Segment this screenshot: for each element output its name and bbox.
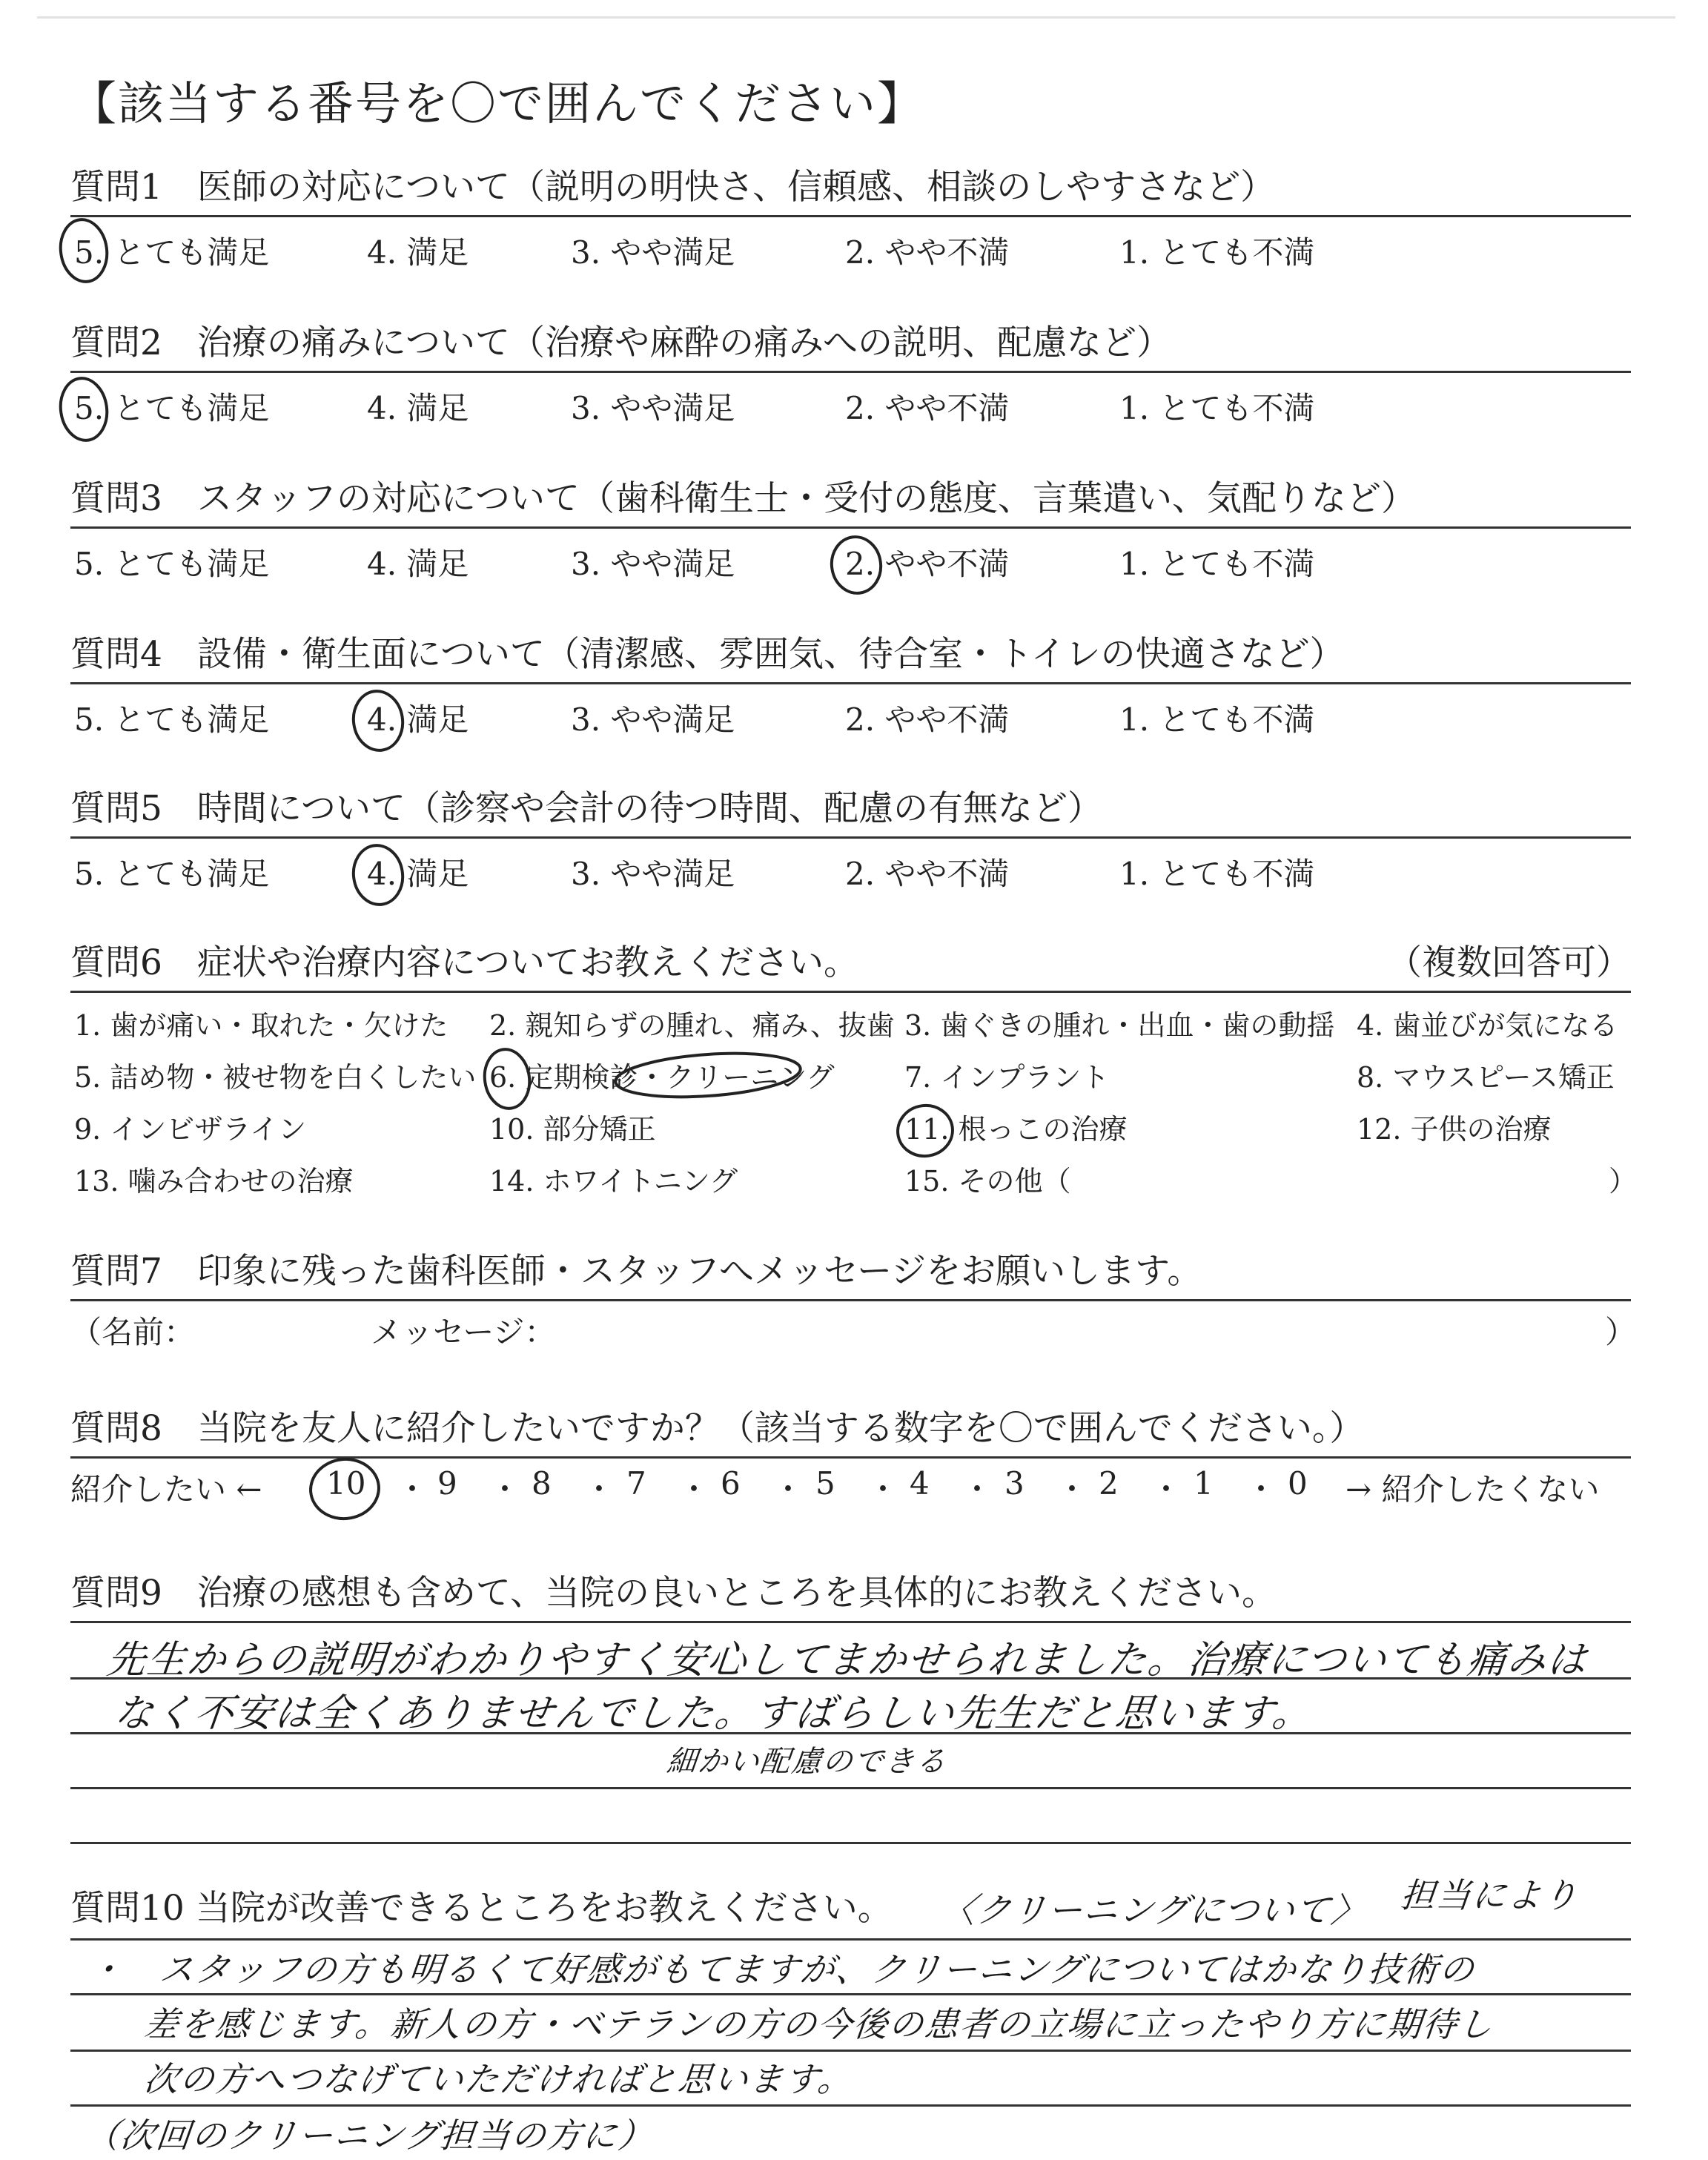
- q1-option-1[interactable]: 1. とても不満: [1119, 234, 1315, 271]
- q6-item-10[interactable]: 10. 部分矯正: [489, 1113, 656, 1146]
- q3-option-4[interactable]: 4. 満足: [367, 546, 469, 582]
- q10-handwriting-4: （次回のクリーニング担当の方に）: [82, 2116, 656, 2156]
- q8-num-7[interactable]: 7: [626, 1465, 646, 1502]
- q8-num-4[interactable]: 4: [910, 1465, 930, 1502]
- q9-line-5: [70, 1842, 1631, 1844]
- question-6-rule: [70, 991, 1631, 993]
- q5-option-2[interactable]: 2. やや不満: [845, 856, 1010, 892]
- q4-option-5[interactable]: 5. とても満足: [74, 701, 270, 738]
- question-6-note: （複数回答可）: [1387, 942, 1631, 983]
- q3-option-5[interactable]: 5. とても満足: [74, 546, 270, 582]
- q5-option-4[interactable]: 4. 満足: [367, 856, 469, 892]
- question-7-rule: [70, 1299, 1631, 1301]
- q8-num-5[interactable]: 5: [815, 1465, 835, 1502]
- q9-handwriting-2: なく不安は全くありませんでした。すばらしい先生だと思います。: [112, 1691, 1315, 1736]
- q2-option-2[interactable]: 2. やや不満: [845, 390, 1010, 426]
- question-2: [70, 320, 1631, 366]
- question-6-label: 質問6 症状や治療内容についてお教えください。: [70, 942, 858, 983]
- q3-option-2[interactable]: 2. やや不満: [845, 546, 1010, 582]
- q4-option-1[interactable]: 1. とても不満: [1119, 701, 1315, 738]
- question-4-label: 質問4 設備・衛生面について（清潔感、雰囲気、待合室・トイレの快適さなど）: [70, 634, 1345, 675]
- q8-num-3[interactable]: 3: [1004, 1465, 1025, 1502]
- q6-item-8[interactable]: 8. マウスピース矯正: [1357, 1061, 1615, 1094]
- q2-option-3[interactable]: 3. やや満足: [571, 390, 735, 426]
- q1-option-3[interactable]: 3. やや満足: [571, 234, 735, 271]
- question-1: [70, 165, 1631, 211]
- q6-item-7[interactable]: 7. インプラント: [904, 1061, 1110, 1094]
- q6-item-5[interactable]: 5. 詰め物・被せ物を白くしたい: [74, 1061, 477, 1094]
- q10-line-4: [70, 2104, 1631, 2107]
- q9-line-1: [70, 1621, 1631, 1623]
- q6-item-12[interactable]: 12. 子供の治療: [1357, 1113, 1552, 1146]
- question-5: [70, 786, 1631, 832]
- q4-option-3[interactable]: 3. やや満足: [571, 701, 735, 738]
- question-8: [70, 1406, 1631, 1452]
- question-4: [70, 632, 1631, 678]
- q4-option-4[interactable]: 4. 満足: [367, 701, 469, 738]
- q5-option-5[interactable]: 5. とても満足: [74, 856, 270, 892]
- q5-option-1[interactable]: 1. とても不満: [1119, 856, 1315, 892]
- q2-option-5[interactable]: 5. とても満足: [74, 390, 270, 426]
- q10-line-2: [70, 1993, 1631, 1995]
- question-9: [70, 1571, 1631, 1616]
- q10-handwriting-2: 差を感じます。新人の方・ベテランの方の今後の患者の立場に立ったやり方に期待し: [142, 2004, 1496, 2044]
- q3-option-3[interactable]: 3. やや満足: [571, 546, 735, 582]
- q10-handwriting-header: 〈クリーニングについて〉: [939, 1890, 1369, 1930]
- q6-item-15[interactable]: 15. その他（: [904, 1165, 1071, 1198]
- q10-handwriting-1: ・ スタッフの方も明るくて好感がもてますが、クリーニングについてはかなり技術の: [86, 1949, 1477, 1989]
- q8-num-0[interactable]: 0: [1288, 1465, 1308, 1502]
- q6-item-4[interactable]: 4. 歯並びが気になる: [1357, 1009, 1618, 1042]
- q1-option-5[interactable]: 5. とても満足: [74, 234, 270, 271]
- question-3-label: 質問3 スタッフの対応について（歯科衛生士・受付の態度、言葉遣い、気配りなど）: [70, 478, 1416, 519]
- top-border: [37, 16, 1675, 19]
- question-10: [70, 1886, 1631, 1932]
- q2-option-1[interactable]: 1. とても不満: [1119, 390, 1315, 426]
- question-4-rule: [70, 682, 1631, 684]
- question-7: [70, 1249, 1631, 1295]
- q10-handwriting-side: 担当により: [1398, 1875, 1581, 1915]
- q1-option-4[interactable]: 4. 満足: [367, 234, 469, 271]
- q9-line-4: [70, 1787, 1631, 1789]
- question-1-label: 質問1 医師の対応について（説明の明快さ、信頼感、相談のしやすさなど）: [70, 167, 1276, 208]
- q8-right-label: → 紹介したくない: [1345, 1471, 1600, 1507]
- q6-item-14[interactable]: 14. ホワイトニング: [489, 1165, 738, 1198]
- q1-option-2[interactable]: 2. やや不満: [845, 234, 1010, 271]
- q6-item-2[interactable]: 2. 親知らずの腫れ、痛み、抜歯: [489, 1009, 895, 1042]
- q5-option-3[interactable]: 3. やや満足: [571, 856, 735, 892]
- q6-item-6[interactable]: 6. 定期検診・クリーニング: [489, 1061, 835, 1094]
- question-3-rule: [70, 526, 1631, 529]
- q7-name-label: （名前：: [70, 1314, 196, 1350]
- question-2-label: 質問2 治療の痛みについて（治療や麻酔の痛みへの説明、配慮など）: [70, 323, 1172, 363]
- q3-option-1[interactable]: 1. とても不満: [1119, 546, 1315, 582]
- q8-num-8[interactable]: 8: [532, 1465, 552, 1502]
- question-2-rule: [70, 371, 1631, 373]
- question-3: [70, 476, 1631, 522]
- q7-message-label: メッセージ：: [371, 1314, 556, 1350]
- q10-handwriting-3: 次の方へつなげていただければと思います。: [142, 2059, 855, 2099]
- q8-num-10[interactable]: 10: [326, 1465, 366, 1502]
- q9-handwriting-3: 細かい配慮のできる: [665, 1745, 950, 1779]
- question-5-label: 質問5 時間について（診察や会計の待つ時間、配慮の有無など）: [70, 788, 1102, 829]
- q8-num-6[interactable]: 6: [721, 1465, 741, 1502]
- question-5-rule: [70, 836, 1631, 839]
- q8-scale: 紹介したい ← 10 ・ 9 ・ 8 ・ 7 ・ 6 ・ 5 ・ 4 ・ 3 ・ 2 ・ 1 ・ 0 → 紹介したくない: [70, 1465, 1635, 1510]
- q6-item-3[interactable]: 3. 歯ぐきの腫れ・出血・歯の動揺: [904, 1009, 1335, 1042]
- q6-item-9[interactable]: 9. インビザライン: [74, 1113, 307, 1146]
- question-7-label: 質問7 印象に残った歯科医師・スタッフへメッセージをお願いします。: [70, 1251, 1202, 1292]
- q8-num-2[interactable]: 2: [1099, 1465, 1119, 1502]
- q4-option-2[interactable]: 2. やや不満: [845, 701, 1010, 738]
- question-6: [70, 940, 1631, 986]
- q6-item-11[interactable]: 11. 根っこの治療: [904, 1113, 1128, 1146]
- page-title: 【該当する番号を〇で囲んでください】: [70, 76, 925, 131]
- question-10-label: 質問10 当院が改善できるところをお教えください。: [70, 1888, 893, 1929]
- q9-handwriting-1: 先生からの説明がわかりやすく安心してまかせられました。治療についても痛みは: [105, 1638, 1590, 1682]
- q7-close-paren: ）: [1605, 1314, 1637, 1350]
- question-8-label: 質問8 当院を友人に紹介したいですか？（該当する数字を〇で囲んでください。）: [70, 1408, 1365, 1449]
- q10-line-3: [70, 2050, 1631, 2052]
- question-9-label: 質問9 治療の感想も含めて、当院の良いところを具体的にお教えください。: [70, 1573, 1277, 1614]
- q10-line-1: [70, 1938, 1631, 1941]
- q6-item-1[interactable]: 1. 歯が痛い・取れた・欠けた: [74, 1009, 448, 1042]
- q8-num-1[interactable]: 1: [1194, 1465, 1214, 1502]
- q6-item-13[interactable]: 13. 噛み合わせの治療: [74, 1165, 354, 1198]
- q2-option-4[interactable]: 4. 満足: [367, 390, 469, 426]
- question-8-rule: [70, 1456, 1631, 1459]
- q8-num-9[interactable]: 9: [437, 1465, 457, 1502]
- question-1-rule: [70, 215, 1631, 217]
- q6-item-15-close: ）: [1609, 1165, 1638, 1198]
- q8-left-label: 紹介したい ←: [70, 1471, 262, 1507]
